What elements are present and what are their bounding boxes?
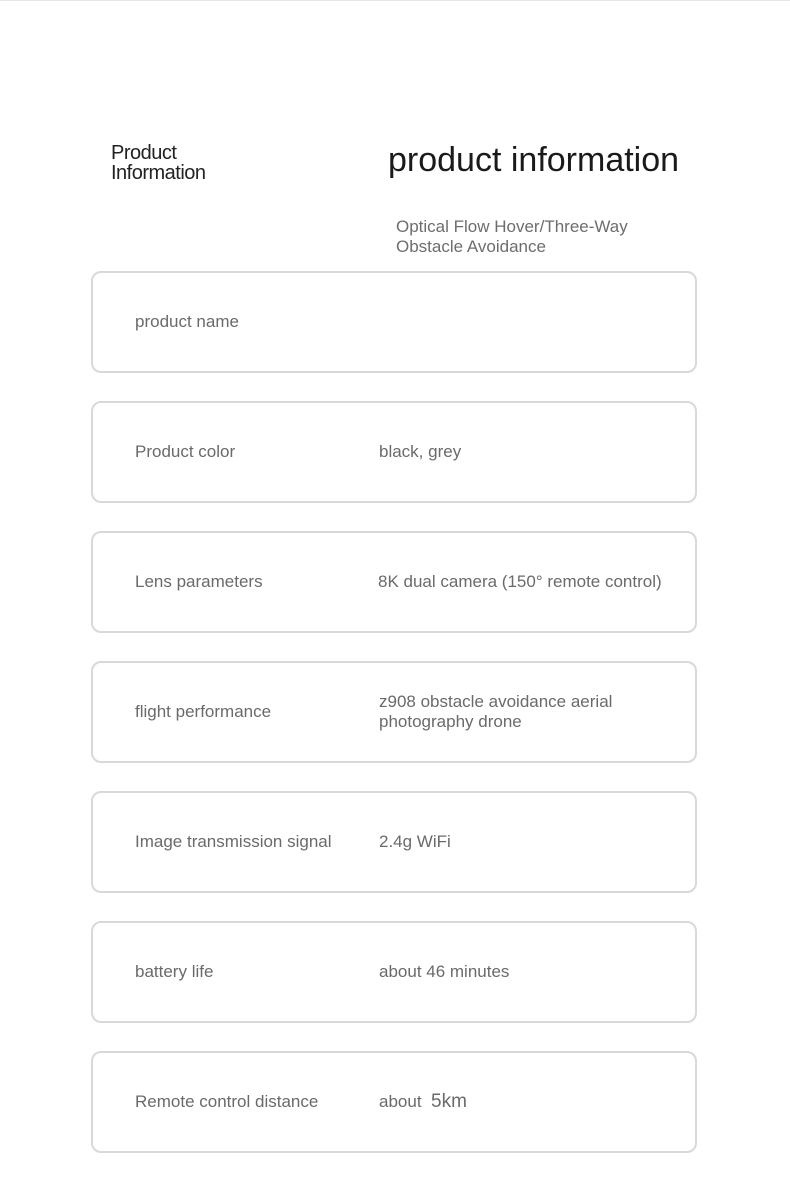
product-subtitle-line-2: Obstacle Avoidance bbox=[396, 237, 546, 256]
spec-label: Image transmission signal bbox=[135, 832, 332, 851]
spec-value: 8K dual camera (150° remote control) bbox=[378, 572, 662, 591]
top-divider bbox=[0, 0, 790, 1]
spec-row-product-color bbox=[91, 401, 697, 503]
spec-table bbox=[91, 271, 697, 1181]
section-badge-line-1: Product bbox=[111, 142, 177, 164]
section-badge bbox=[111, 143, 206, 183]
spec-label: Remote control distance bbox=[135, 1092, 319, 1111]
spec-row-flight-performance bbox=[91, 661, 697, 763]
spec-label: flight performance bbox=[135, 702, 272, 721]
product-subtitle-line-1: Optical Flow Hover/Three-Way bbox=[396, 217, 628, 236]
spec-value-line-1: z908 obstacle avoidance aerial bbox=[379, 692, 613, 711]
spec-value-line-2: photography drone bbox=[379, 712, 522, 731]
spec-value: about 46 minutes bbox=[379, 962, 510, 981]
spec-row-product-name bbox=[91, 271, 697, 373]
spec-label: product name bbox=[135, 312, 239, 331]
spec-row-remote-distance bbox=[91, 1051, 697, 1153]
spec-value: 2.4g WiFi bbox=[379, 832, 451, 851]
spec-row-image-transmission bbox=[91, 791, 697, 893]
spec-label: Lens parameters bbox=[135, 572, 263, 591]
section-badge-line-2: Information bbox=[111, 162, 206, 184]
page-title: product information bbox=[388, 141, 680, 179]
spec-row-battery-life bbox=[91, 921, 697, 1023]
spec-label: Product color bbox=[135, 442, 236, 461]
spec-value: black, grey bbox=[379, 442, 462, 461]
spec-value bbox=[379, 663, 685, 761]
spec-value-prefix: about bbox=[379, 1092, 422, 1111]
spec-value bbox=[379, 273, 685, 371]
spec-value-amount: 5km bbox=[431, 1091, 467, 1112]
spec-label: battery life bbox=[135, 962, 214, 981]
product-subtitle bbox=[396, 217, 696, 257]
spec-row-lens-parameters bbox=[91, 531, 697, 633]
spec-value bbox=[379, 1053, 685, 1151]
